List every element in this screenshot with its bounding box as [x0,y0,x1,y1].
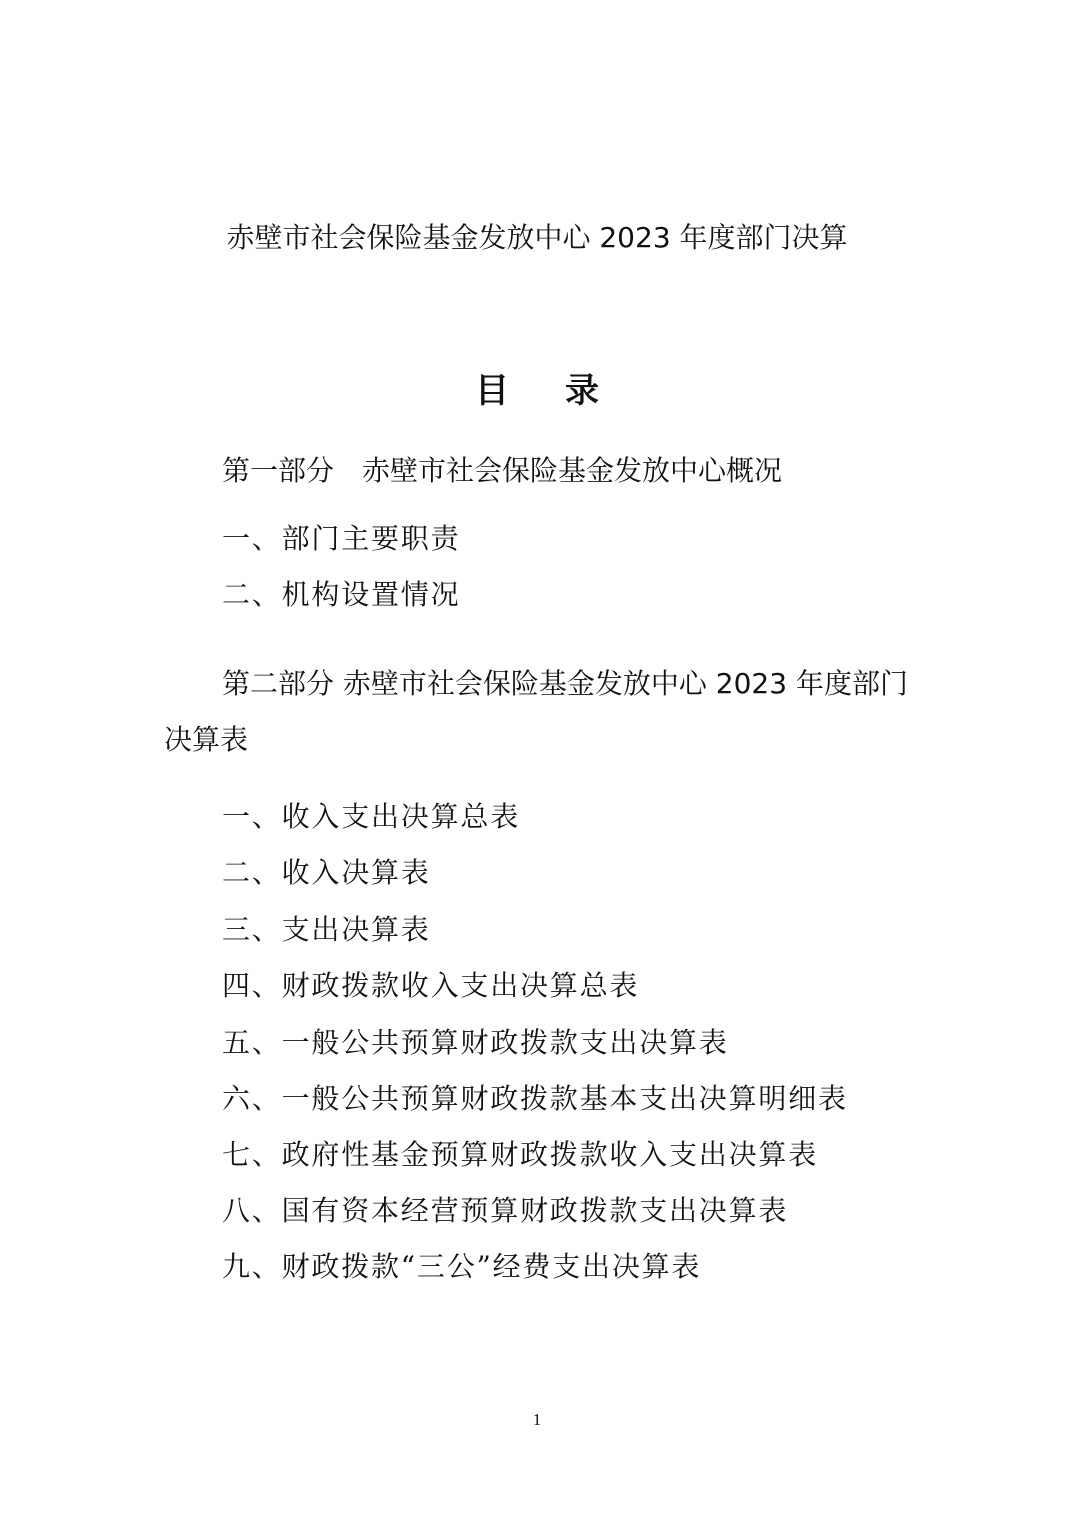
part2-heading-line1: 第二部分 赤壁市社会保险基金发放中心 2023 年度部门 [222,667,908,700]
part1-heading: 第一部分 赤壁市社会保险基金发放中心概况 [222,454,783,487]
toc-item-part2-9: 九、财政拨款“三公”经费支出决算表 [222,1250,702,1283]
toc-item-part2-3: 三、支出决算表 [222,913,431,946]
toc-heading: 目录 [475,371,655,411]
toc-item-part2-4: 四、财政拨款收入支出决算总表 [222,969,640,1002]
toc-item-part2-2: 二、收入决算表 [222,856,431,889]
toc-item-part2-1: 一、收入支出决算总表 [222,800,521,833]
page-number: 1 [532,1410,542,1429]
toc-item-part2-6: 六、一般公共预算财政拨款基本支出决算明细表 [222,1082,848,1115]
part2-heading-line2: 决算表 [164,723,249,756]
toc-item-part1-1: 一、部门主要职责 [222,522,461,555]
toc-item-part2-8: 八、国有资本经营预算财政拨款支出决算表 [222,1194,789,1227]
toc-item-part1-2: 二、机构设置情况 [222,578,461,611]
toc-item-part2-7: 七、政府性基金预算财政拨款收入支出决算表 [222,1138,819,1171]
document-title: 赤壁市社会保险基金发放中心 2023 年度部门决算 [226,221,848,254]
toc-item-part2-5: 五、一般公共预算财政拨款支出决算表 [222,1026,729,1059]
